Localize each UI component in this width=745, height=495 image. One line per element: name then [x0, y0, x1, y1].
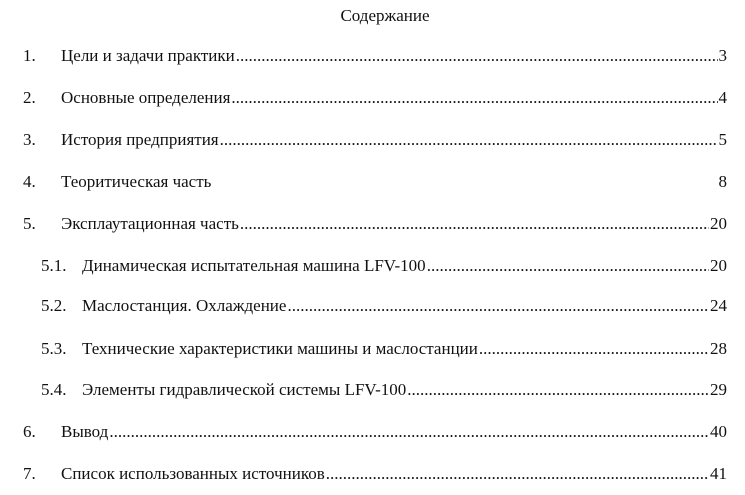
toc-entry-label: Список использованных источников: [61, 464, 325, 483]
toc-entry[interactable]: [0, 46, 745, 66]
dot-leader: [220, 130, 718, 150]
toc-subentry[interactable]: [0, 339, 745, 359]
toc-entry-number: 5.2.: [41, 296, 67, 315]
toc-entry[interactable]: [0, 172, 745, 192]
toc-entry-page: 8: [718, 172, 727, 191]
toc-entry-number: 5.1.: [41, 256, 67, 275]
toc-entry-label: Вывод: [61, 422, 109, 441]
toc-entry-label: История предприятия: [61, 130, 219, 149]
toc-subentry[interactable]: [0, 380, 745, 400]
dot-leader: [427, 256, 709, 276]
toc-entry-page: 20: [710, 214, 727, 233]
toc-entry-page: 24: [710, 296, 727, 315]
toc-entry-page: 40: [710, 422, 727, 441]
toc-entry-label: Динамическая испытательная машина LFV-100: [82, 256, 426, 275]
toc-entry-number: 5.4.: [41, 380, 67, 399]
dot-leader: [236, 46, 718, 66]
toc-entry-label: Технические характеристики машины и маслостанции: [82, 339, 478, 358]
toc-entry-page: 4: [718, 88, 727, 107]
dot-leader: [231, 88, 717, 108]
toc-entry-number: 5.: [23, 214, 36, 233]
dot-leader: [287, 296, 709, 316]
dot-leader: [326, 464, 709, 484]
toc-entry[interactable]: [0, 464, 745, 484]
dot-leader: [479, 339, 709, 359]
toc-entry-number: 2.: [23, 88, 36, 107]
toc-entry-number: 7.: [23, 464, 36, 483]
toc-entry-page: 28: [710, 339, 727, 358]
dot-leader: [109, 422, 709, 442]
toc-entry-number: 5.3.: [41, 339, 67, 358]
toc-entry[interactable]: [0, 130, 745, 150]
toc-entry-label: Элементы гидравлической системы LFV-100: [82, 380, 407, 399]
toc-entry-label: Эксплаутационная часть: [61, 214, 239, 233]
toc-entry-label: Теоритическая часть: [61, 172, 216, 191]
toc-entry[interactable]: [0, 422, 745, 442]
dot-leader: [407, 380, 709, 400]
toc-entry-label: Цели и задачи практики: [61, 46, 235, 65]
toc-entry-label: Основные определения: [61, 88, 231, 107]
toc-entry-number: 4.: [23, 172, 36, 191]
toc-subentry[interactable]: [0, 296, 745, 316]
toc-entry-page: 5: [718, 130, 727, 149]
toc-entry-number: 3.: [23, 130, 36, 149]
toc-entry[interactable]: [0, 88, 745, 108]
toc-entry-number: 1.: [23, 46, 36, 65]
toc-subentry[interactable]: [0, 256, 745, 276]
toc-entry-page: 41: [710, 464, 727, 483]
toc-entry-page: 20: [710, 256, 727, 275]
toc-entry-page: 29: [710, 380, 727, 399]
toc-title: Содержание: [340, 6, 430, 25]
toc-entry-label: Маслостанция. Охлаждение: [82, 296, 287, 315]
toc-entry[interactable]: [0, 214, 745, 234]
dot-leader: [240, 214, 709, 234]
toc-entry-number: 6.: [23, 422, 36, 441]
toc-entry-page: 3: [718, 46, 727, 65]
